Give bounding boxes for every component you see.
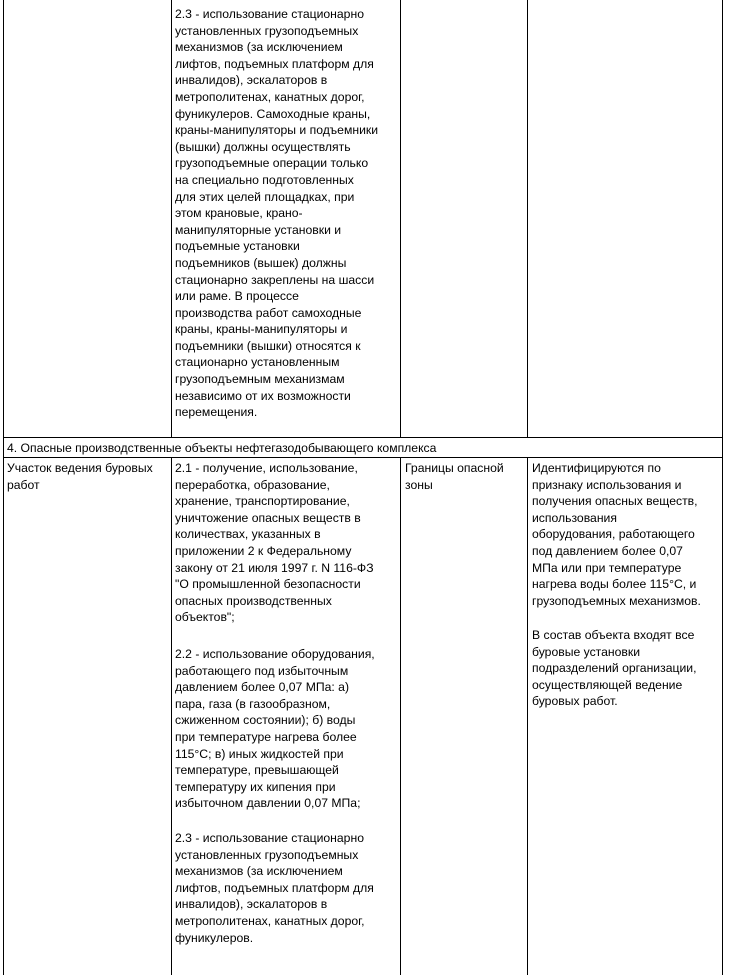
column-divider-1 [171, 0, 172, 437]
table-border-right [722, 0, 723, 975]
object-composition-note: В состав объекта входят все буровые установки подразделений организации, осуществляющей ведение буровых работ. [532, 628, 697, 709]
column-divider-1 [171, 457, 172, 975]
hazard-criterion-2-2: 2.2 - использование оборудования, работающего под избыточным давлением более 0,07 МПа: а) пара, газа (в газообразном, сжиженном состоянии); б) воды при температуре нагрева более 115°С; в) иных жидкостей при температуре, превышающей температуру их кипения при избыточном давлении 0,07 МПа; [175, 647, 375, 811]
row-divider [3, 437, 723, 438]
row-divider [3, 457, 723, 458]
column-divider-3 [527, 0, 528, 437]
object-name-drilling-site: Участок ведения буровых работ [7, 461, 153, 492]
table-border-left [3, 0, 4, 975]
column-divider-2 [400, 0, 401, 437]
hazard-zone-boundaries: Границы опасной зоны [405, 461, 504, 492]
hazard-criterion-2-3: 2.3 - использование стационарно установленных грузоподъемных механизмов (за исключением лифтов, подъемных платформ для инвалидов), эскалаторов в метрополитенах, канатных дорог, фуникулеров. [175, 831, 374, 945]
hazard-criterion-2-3-continued: 2.3 - использование стационарно установленных грузоподъемных механизмов (за исключением лифтов, подъемных платформ для инвалидов), эскалаторов в метрополитенах, канатных дорог, фуникулеров. Самоходные краны, краны-манипуляторы и подъемники (вышки) должны осуществлять грузоподъемные операции только на специально подготовленных для этих целей площадках, при этом крановые, крано- манипуляторные установки и подъемные установки подъемников (вышек) должны стационарно закреплены на шасси или раме. В процессе производства работ самоходные краны, краны-манипуляторы и подъемники (вышки) относятся к стационарно установленным грузоподъемным механизмам независимо от их возможности перемещения. [175, 7, 379, 420]
section-header: 4. Опасные производственные объекты нефтегазодобывающего комплекса [7, 441, 437, 455]
identification-note: Идентифицируются по признаку использования и получения опасных веществ, использования оборудования, работающего под давлением более 0,07 МПа или при температуре нагрева воды более 115°С, и грузоподъемных механизмов. [532, 461, 701, 608]
column-divider-3 [527, 457, 528, 975]
column-divider-2 [400, 457, 401, 975]
hazard-criterion-2-1: 2.1 - получение, использование, переработка, образование, хранение, транспортирование, уничтожение опасных веществ в количествах, указанных в приложении 2 к Федеральному закону от 21 июля 1997 г. N 116-ФЗ "О промышленной безопасности опасных производственных объектов"; [175, 461, 374, 625]
